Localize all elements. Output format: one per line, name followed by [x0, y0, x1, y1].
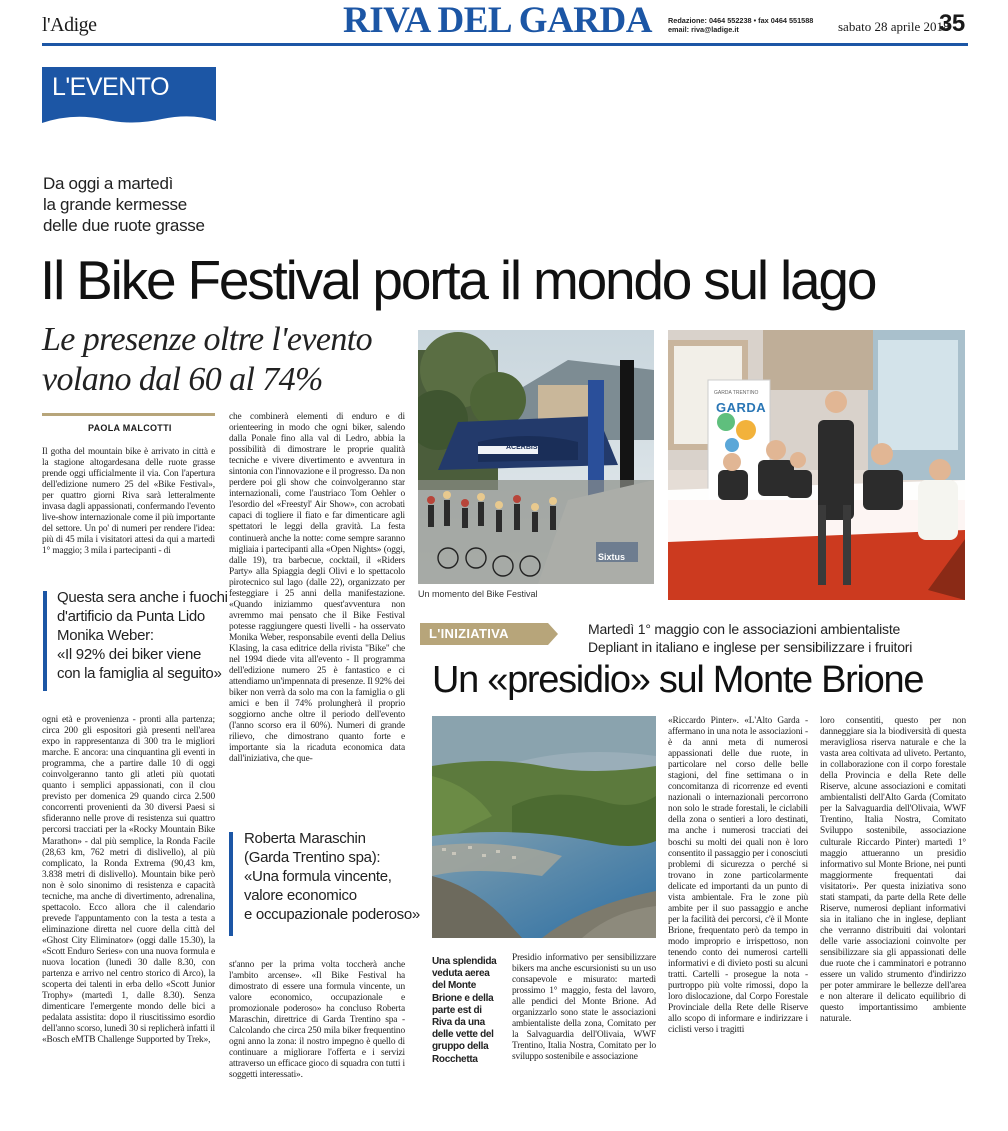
article-column: ogni età e provenienza - pronti alla partenza; circa 200 gli espositori già presenti nell'area expo in rappresentanza di 300 tra le migliori marche. E ancora: una cinquantina gli eventi in programma, che a partire dalle 10 di oggi coinvolgeranno tanto gli atleti più quotati quanto i semplici appassionati, con il clou previsto per domenica 29 quando circa 2.500 concorrenti provenienti da 30 diversi Paesi si sfideranno nelle prove di resistenza sui quattro percorsi tracciati per la «Rocky Mountain Bike Marathon» - dal più semplice, la Ronda Facile (28,63 km, 762 metri di dislivello), al più complicato, la Ronda Extrema (90,43 km, 3.838 metri di dislivello). Mountain bike però non è solo sinonimo di resistenza e capacità tecniche, ma anche di divertimento, adrenalina, spettacolo. Ecco allora che il calendario prevede l'appuntamento con la testa a testa a eliminazione diretta nel cuore della città del «Ghost City Eliminator» (oggi dalle 15.30), la «Scott Enduro Series» con una nuova formula e nuova location (lunedì 30 dalle 8.30, con partenza e arrivo nel centro storico di Arco), la scoperta dei talenti in erba dello «Scott Junior Trophy» (martedì 1, dalle 8.30). Senza dimenticare l'emergente mondo delle bici a pedalata assistita: dopo il riuscitissimo esordio dell'anno scorso, lunedì 30 si replicherà infatti il «Bosch eMTB Challenge Supported by Trek», [42, 715, 215, 1046]
photo-press-conference-image [668, 330, 965, 600]
header-rule [42, 43, 968, 46]
quote-line: e occupazionale poderoso» [244, 906, 420, 923]
photo-monte-brione-image [432, 716, 656, 938]
photo-caption: Un momento del Bike Festival [418, 589, 538, 599]
initiative-kicker [588, 620, 912, 656]
byline: PAOLA MALCOTTI [88, 423, 172, 433]
contact-line: email: riva@ladige.it [668, 25, 739, 34]
initiative-tag-label: L'INIZIATIVA [429, 626, 509, 641]
quote-line: «Una formula vincente, [244, 868, 392, 885]
pull-quote [244, 829, 420, 924]
article-column: che combinerà elementi di enduro e di orienteering in modo che ogni biker, salendo dalla Ponale fino alla val di Ledro, abbia la possibilità di dimostrare le proprie qualità tecniche e vivere divertimento e avventura in sintonia con l'innovazione e il progresso. Da non perdere poi gli show che coinvolgeranno star internazionali, come l'austriaco Tom Oehler o l'esordio del «Freestyl' Air Show», con acrobati capaci di togliere il fiato e far dimenticare agli spettatori le leggi della gravità. La festa continuerà anche la notte: come sempre saranno migliaia i partecipanti alla «Open Nights» (oggi, dalle 19), tra barbecue, cocktail, il «Riders Party» alla Spiaggia degli Olivi e lo spettacolo pirotecnico sul lago (dalle 22), organizzato per festeggiare i 25 anni della manifestazione. «Quando iniziammo quest'avventura non avremmo mai pensato che il Bike Festival potesse raggiungere questi livelli - ha osservato Monika Weber, responsabile eventi della Delius Klasing, la casa editrice della rivista "Bike" che nel 1994 diede vita all'evento - Il programma dell'edizione numero 25 è fantastico e ci attendiamo un'impennata di presenze. Il 92% dei biker non verrà da solo ma con la famiglia o gli amici e ben il 74% prolungherà il proprio soggiorno anche oltre il periodo dell'evento (l'anno scorso era il 60%). Numeri di grande rilievo, che dimostrano quanto forte e importante sia la ricaduta economica data dall'iniziativa, che que- [229, 412, 405, 765]
initiative-kicker-line: Martedì 1° maggio con le associazioni ambientaliste [588, 621, 901, 637]
contact-line: Redazione: 0464 552238 • fax 0464 551588 [668, 16, 814, 25]
initiative-tag [420, 623, 558, 645]
photo-bike-festival-image [418, 330, 654, 584]
subheadline-line: Le presenze oltre l'evento [42, 321, 372, 358]
quote-bar [43, 591, 47, 691]
initiative-kicker-line: Depliant in italiano e inglese per sensibilizzare i fruitori [588, 639, 913, 655]
newspaper-name: l'Adige [42, 14, 97, 36]
page-number: 35 [939, 10, 965, 37]
quote-line: d'artificio da Punta Lido [57, 608, 205, 625]
quote-line: valore economico [244, 887, 357, 904]
event-tag [42, 67, 216, 129]
initiative-headline: Un «presidio» sul Monte Brione [432, 659, 924, 701]
quote-line: (Garda Trentino spa): [244, 849, 381, 866]
contact-info [668, 16, 813, 34]
initiative-column: «Riccardo Pinter». «L'Alto Garda - affermano in una nota le associazioni - è da anni meta di numerosi appassionati delle due ruote, in particolare nel corso delle belle stagioni, del fine settimana o in concomitanza di ricorrenze ed eventi nazionali o internazionali percorrono non solo le strade forestali, le ciclabili della zona o sentieri a loro destinati, ma anche i numerosi tracciati dei boschi su molti dei quali non è loro consentito il passaggio per i conosciuti problemi di sicurezza o perché si trovano in zone particolarmente delicate ed importanti da un punto di vista ambientale. Fra le zone più ambite per il suo passaggio e anche per la facilità dei percorsi, c'è il Monte Brione, frequentato però da tempo in modo improprio e irrispettoso, non tenendo conto dei numerosi cartelli informativi e di divieto posti su alcuni tratti. Cartelli - prosegue la nota - purtroppo più volte rimossi, dopo la loro dislocazione, dal Corpo Forestale Provinciale della Rete delle Riserve allo scopo di informare e indirizzare i ciclisti verso i tragitti [668, 716, 808, 1036]
initiative-column: loro consentiti, questo per non danneggiare sia la biodiversità di questa meravigliosa riserva naturale e che la vasta area coltivata ad uliveto. Pertanto, in collaborazione con il corpo forestale della Provincia e della Rete delle Riserve, alcune associazioni e comitati ambientalisti dell'Alto Garda (Comitato per la Salvaguardia dell'Olivaia, WWF Trentino, Italia Nostra, Comitato Sviluppo sostenibile, associazione culturale Riccardo Pinter) martedì 1° maggio attueranno un presidio informativo sul Monte Brione, nei punti maggiormente frequentati dai visitatori». Per questa iniziativa sono stati stampati, da parte della Rete delle Riserve, numerosi depliant informativi sia in italiano che in inglese, depliant che verranno distribuiti dai volontari delle varie associazioni coinvolte per sensibilizzare sia gli appassionati delle due ruote che i camminatori e potranno essere un valido strumento d'indirizzo per poter ammirare le bellezze dell'area e non alterare il delicato equilibrio di questo importantissimo ambiente naturale. [820, 716, 966, 1025]
initiative-column: Presidio informativo per sensibilizzare bikers ma anche escursionisti su un uso consapevole e misurato: martedì prossimo 1° maggio, festa del lavoro, alle pendici del Monte Brione. Ad organizzarlo sono state le associazioni ambientaliste della zona, Comitato per la Salvaguardia dell'Olivaia, WWF Trentino, Italia Nostra, Comitato per lo sviluppo sostenibile e associazione [512, 953, 656, 1063]
photo-monte-brione [432, 716, 656, 938]
section-title: RIVA DEL GARDA [343, 0, 652, 41]
issue-date: sabato 28 aprile 2018 [838, 19, 950, 34]
article-column: st'anno per la prima volta toccherà anche l'ambito arcense». «Il Bike Festival ha dimostrato di essere una formula vincente, un valore economico, occupazionale e promozionale poderoso» ha concluso Roberta Maraschin, direttrice di Garda Trentino spa - Calcolando che circa 250 mila biker frequentino ogni anno la zona: il nostro impegno è quello di continuare a migliorare l'offerta e i servizi attraverso un efficace gioco di squadra con tutti i soggetti interessati». [229, 960, 405, 1081]
kicker-line: Da oggi a martedì [43, 174, 174, 193]
photo-bike-festival [418, 330, 654, 584]
quote-line: Questa sera anche i fuochi [57, 589, 228, 606]
quote-line: Monika Weber: [57, 627, 154, 644]
headline: Il Bike Festival porta il mondo sul lago [40, 249, 876, 311]
photo-banner-text: Sixtus [598, 552, 626, 562]
rollup-title: GARDA [716, 400, 767, 415]
rollup-subtitle: GARDA TRENTINO [714, 390, 759, 396]
photo-monte-brione-caption: Una splendida veduta aerea del Monte Brione e della parte est di Riva da una delle vette del gruppo della Rocchetta [432, 956, 497, 1065]
quote-line: «Il 92% dei biker viene [57, 646, 202, 663]
subheadline [42, 320, 372, 400]
article-column: Il gotha del mountain bike è arrivato in città e la stagione altogardesana delle ruote grasse prende oggi ufficialmente il via. Con l'apertura dell'edizione numero 25 del «Bike Festival», per quattro giorni Riva sarà letteralmente invasa dagli appassionati, confermando l'evento live-show internazionale come il più importante del settore. Un po' di numeri per rendere l'idea: più di 45 mila i visitatori attesi da qui a martedì 1° maggio; 3 mila i partecipanti - di [42, 447, 215, 557]
byline-rule [42, 413, 215, 416]
quote-line: con la famiglia al seguito» [57, 665, 222, 682]
pull-quote [57, 588, 228, 683]
kicker-line: delle due ruote grasse [43, 216, 205, 235]
quote-line: Roberta Maraschin [244, 830, 366, 847]
photo-press-conference [668, 330, 965, 600]
quote-bar [229, 832, 233, 936]
kicker-line: la grande kermesse [43, 195, 187, 214]
photo-tent-text: ACERBIS [506, 444, 538, 451]
kicker [43, 173, 205, 236]
subheadline-line: volano dal 60 al 74% [42, 361, 323, 398]
event-tag-label: L'EVENTO [52, 73, 170, 101]
